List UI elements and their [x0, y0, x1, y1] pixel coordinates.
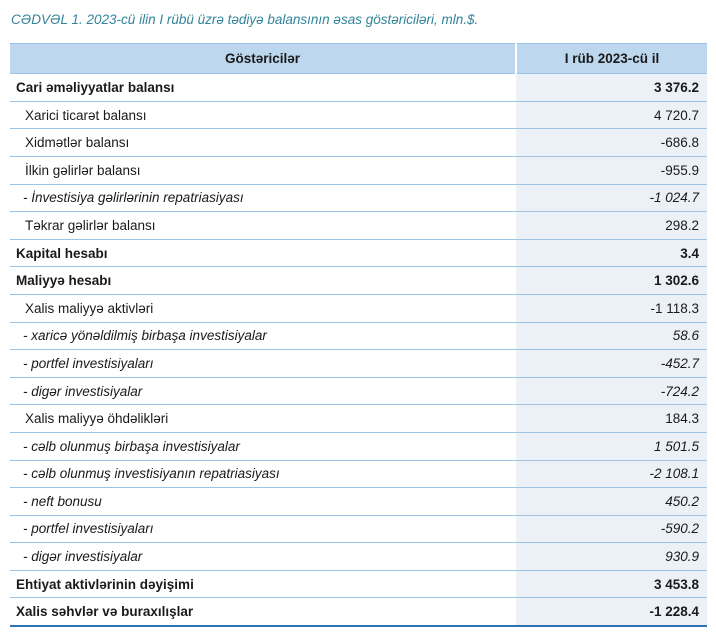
row-value: 1 302.6	[516, 267, 707, 295]
row-label: Xalis maliyyə aktivləri	[10, 294, 516, 322]
row-value: 58.6	[516, 322, 707, 350]
row-label: Maliyyə hesabı	[10, 267, 516, 295]
row-label: Ehtiyat aktivlərinin dəyişimi	[10, 570, 516, 598]
table-row	[10, 212, 707, 240]
table-header-row	[10, 44, 707, 74]
row-label: Cari əməliyyatlar balansı	[10, 74, 516, 102]
table-row	[10, 570, 707, 598]
table-row	[10, 598, 707, 626]
table-caption: CƏDVƏL 1. 2023-cü ilin I rübü üzrə tədiyə balansının əsas göstəriciləri, mln.$.	[11, 12, 479, 27]
row-label: - cəlb olunmuş birbaşa investisiyalar	[10, 432, 516, 460]
row-value: -2 108.1	[516, 460, 707, 488]
row-label: İlkin gəlirlər balansı	[10, 156, 516, 184]
row-value: 298.2	[516, 212, 707, 240]
row-label: - portfel investisiyaları	[10, 515, 516, 543]
table-row	[10, 156, 707, 184]
row-label: - cəlb olunmuş investisiyanın repatriasiyası	[10, 460, 516, 488]
row-label: - neft bonusu	[10, 488, 516, 516]
row-value: -724.2	[516, 377, 707, 405]
row-value: 3 376.2	[516, 74, 707, 102]
row-label: - digər investisiyalar	[10, 543, 516, 571]
row-value: 3.4	[516, 239, 707, 267]
table-row	[10, 432, 707, 460]
table-body	[10, 74, 707, 626]
table-row	[10, 543, 707, 571]
row-value: 450.2	[516, 488, 707, 516]
row-value: 930.9	[516, 543, 707, 571]
row-label: Xidmətlər balansı	[10, 129, 516, 157]
table-row	[10, 460, 707, 488]
table-row	[10, 405, 707, 433]
row-label: Xarici ticarət balansı	[10, 101, 516, 129]
row-value: -955.9	[516, 156, 707, 184]
table-row	[10, 488, 707, 516]
row-value: 3 453.8	[516, 570, 707, 598]
row-value: -686.8	[516, 129, 707, 157]
row-label: - İnvestisiya gəlirlərinin repatriasiyası	[10, 184, 516, 212]
table-row	[10, 515, 707, 543]
row-value: -1 024.7	[516, 184, 707, 212]
row-label: Təkrar gəlirlər balansı	[10, 212, 516, 240]
row-label: Xalis səhvlər və buraxılışlar	[10, 598, 516, 626]
row-label: Xalis maliyyə öhdəlikləri	[10, 405, 516, 433]
table-row	[10, 377, 707, 405]
row-value: 184.3	[516, 405, 707, 433]
table-row	[10, 294, 707, 322]
table-row	[10, 129, 707, 157]
header-period: I rüb 2023-cü il	[516, 44, 707, 74]
row-value: -590.2	[516, 515, 707, 543]
row-value: -1 118.3	[516, 294, 707, 322]
row-label: - xaricə yönəldilmiş birbaşa investisiyalar	[10, 322, 516, 350]
row-label: - digər investisiyalar	[10, 377, 516, 405]
header-indicators: Göstəricilər	[10, 44, 516, 74]
row-value: 1 501.5	[516, 432, 707, 460]
row-value: -1 228.4	[516, 598, 707, 626]
table-row	[10, 322, 707, 350]
row-label: - portfel investisiyaları	[10, 350, 516, 378]
table-row	[10, 267, 707, 295]
table-row	[10, 101, 707, 129]
balance-of-payments-table	[10, 43, 707, 626]
table-row	[10, 239, 707, 267]
table-row	[10, 74, 707, 102]
row-value: 4 720.7	[516, 101, 707, 129]
table-row	[10, 184, 707, 212]
row-value: -452.7	[516, 350, 707, 378]
row-label: Kapital hesabı	[10, 239, 516, 267]
table-row	[10, 350, 707, 378]
